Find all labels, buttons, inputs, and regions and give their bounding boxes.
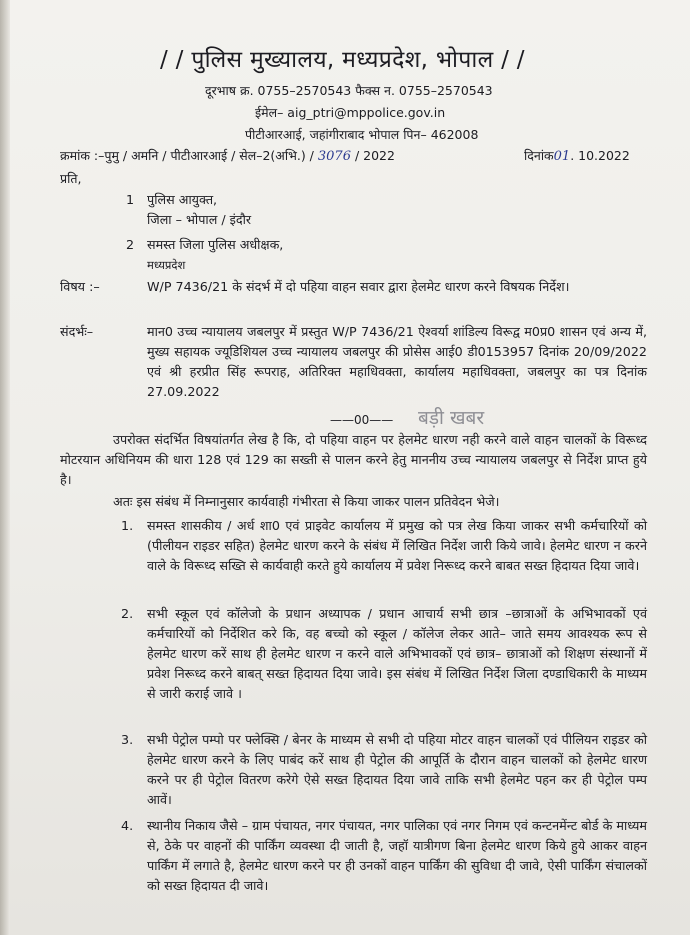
letterhead-address: पीटीआरआई, जहांगीराबाद भोपाल पिन– 462008 xyxy=(245,127,479,142)
letterhead-email: ईमेल– aig_ptri@mppolice.gov.in xyxy=(255,105,446,120)
reference-suffix: / 2022 xyxy=(354,148,395,163)
recipient-1-line1: पुलिस आयुक्त, xyxy=(147,192,218,207)
subject-text: W/P 7436/21 के संदर्भ में दो पहिया वाहन सवार द्वारा हेलमेट धारण करने विषयक निर्देश। xyxy=(147,279,570,294)
point-2-number: 2. xyxy=(121,606,134,621)
recipient-2-number: 2 xyxy=(126,237,135,252)
point-1-text: समस्त शासकीय / अर्ध शा0 एवं प्राइवेट कार्यालय में प्रमुख को पत्र लेख किया जाकर सभी कर्मचारियों को (पीलीयन राइडर सहित) हेलमेट धारण करने के संबंध में लिखित निर्देश जारी किये जावे। हेलमेट धारण न करने वाले के विरूध्द सख्ति से कार्यवाही करते हुये कार्यालय में प्रवेश निरूध्द करने बाबत सख्त हिदायत दिया जावे। xyxy=(147,518,647,573)
letterhead-phone-fax: दूरभाष क्र. 0755–2570543 फैक्स न. 0755–2570543 xyxy=(205,83,493,98)
reference-number xyxy=(60,147,395,164)
recipient-1-line2: जिला – भोपाल / इंदौर xyxy=(147,212,252,227)
recipient-1-number: 1 xyxy=(126,192,135,207)
handwritten-date-day: 01 xyxy=(553,149,571,164)
letter-date xyxy=(524,147,630,164)
date-label: दिनांक xyxy=(524,148,554,163)
separator: ——00—— xyxy=(330,413,394,427)
point-3-text: सभी पेट्रोल पम्पो पर फ्लेक्सि / बेनर के माध्यम से सभी दो पहिया मोटर वाहन चालकों एवं पीलियन राइडर को हेलमेट धारण करने के लिए पाबंद करें साथ ही पेट्रोल की आपूर्ति के दौरान वाहन चालकों को हेलमेट धारण करने पर ही पेट्रोल वितरण करेगे ऐसे सख्त हिदायत दिया जावे ताकि सभी हेलमेट पहन कर ही पेट्रोल पम्प आवें। xyxy=(147,732,647,807)
date-value: . 10.2022 xyxy=(570,148,630,163)
sandarbh-label: संदर्भः– xyxy=(60,324,94,339)
recipient-2-line1: समस्त जिला पुलिस अधीक्षक, xyxy=(147,237,284,252)
action-line: अतः इस संबंध में निम्नानुसार कार्यवाही गंभीरता से किया जाकर पालन प्रतिवेदन भेजे। xyxy=(113,494,500,509)
intro-paragraph: उपरोक्त संदर्भित विषयांतर्गत लेख है कि, दो पहिया वाहन पर हेलमेट धारण नही करने वाले वाहन चालकों के विरूध्द मोटरयान अधिनियम की धारा 128 एवं 129 का सख्ती से पालन करने हेतु माननीय उच्च न्यायालय जबलपुर से निर्देश प्राप्त हुये है। xyxy=(60,432,647,487)
page-edge-shadow xyxy=(0,0,10,935)
point-4-text: स्थानीय निकाय जैसे – ग्राम पंचायत, नगर पंचायत, नगर पालिका एवं नगर निगम एवं कन्टनमेंन्ट बोर्ड के माध्यम से, ठेके पर वाहनों की पार्किंग व्यवस्था दी जाती है, जहॉ यात्रीगण बिना हेलमेट धारण किये हुये आकर वाहन पार्किंग में लगाते है, हेलमेट धारण करने पर ही उनकों वाहन पार्किंग की सुविधा दी जावे, ऐसी पार्किंग संचालकों को सख्त हिदायत दी जावे। xyxy=(147,818,647,893)
letterhead-title: / / पुलिस मुख्यालय, मध्यप्रदेश, भोपाल / / xyxy=(160,47,525,73)
point-2-text: सभी स्कूल एवं कॉलेजो के प्रधान अध्यापक / प्रधान आचार्य सभी छात्र –छात्राओं के अभिभावकों एवं कर्मचारियों को निर्देशित करे कि, वह बच्चो को स्कूल / कॉलेज लेकर आते– जाते समय आवश्यक रूप से हेलमेट धारण करें साथ ही हेलमेट धारण न करने वाले अभिभावकों एवं छात्र– छात्राओं को शिक्षण संस्थानों में प्रवेश निरूध्द करने बाबत् सख्त हिदायत दिया जावे। इस संबंध में लिखित निर्देश जिला दण्डाधिकारी के माध्यम से जारी कराई जावे । xyxy=(147,606,647,701)
sandarbh-text: मान0 उच्च न्यायालय जबलपुर में प्रस्तुत W/P 7436/21 ऐश्वर्या शांडिल्य विरूद्व म0प्र0 शासन एवं अन्य में, मुख्य सहायक ज्यूडिशियल उच्च न्यायालय जबलपुर की प्रोसेस आई0 डी0153957 दिनांक 20/09/2022 एवं श्री हरप्रीत सिंह रूपराह, अतिरिक्त महाधिवक्ता, कार्यालय महाधिवक्ता, जबलपुर का पत्र दिनांक 27.09.2022 xyxy=(147,324,647,399)
point-3-number: 3. xyxy=(121,732,134,747)
point-1-number: 1. xyxy=(121,518,134,533)
handwritten-reference-number: 3076 xyxy=(317,149,351,164)
subject-label: विषय :– xyxy=(60,279,100,294)
reference-prefix: क्रमांक :–पुमु / अमनि / पीटीआरआई / सेल–2(अभि.) / xyxy=(60,148,314,163)
recipient-2-line2: मध्यप्रदेश xyxy=(147,258,186,272)
point-4-number: 4. xyxy=(121,818,134,833)
prati-label: प्रति, xyxy=(60,171,82,186)
watermark-text: बड़ी खबर xyxy=(418,407,485,429)
